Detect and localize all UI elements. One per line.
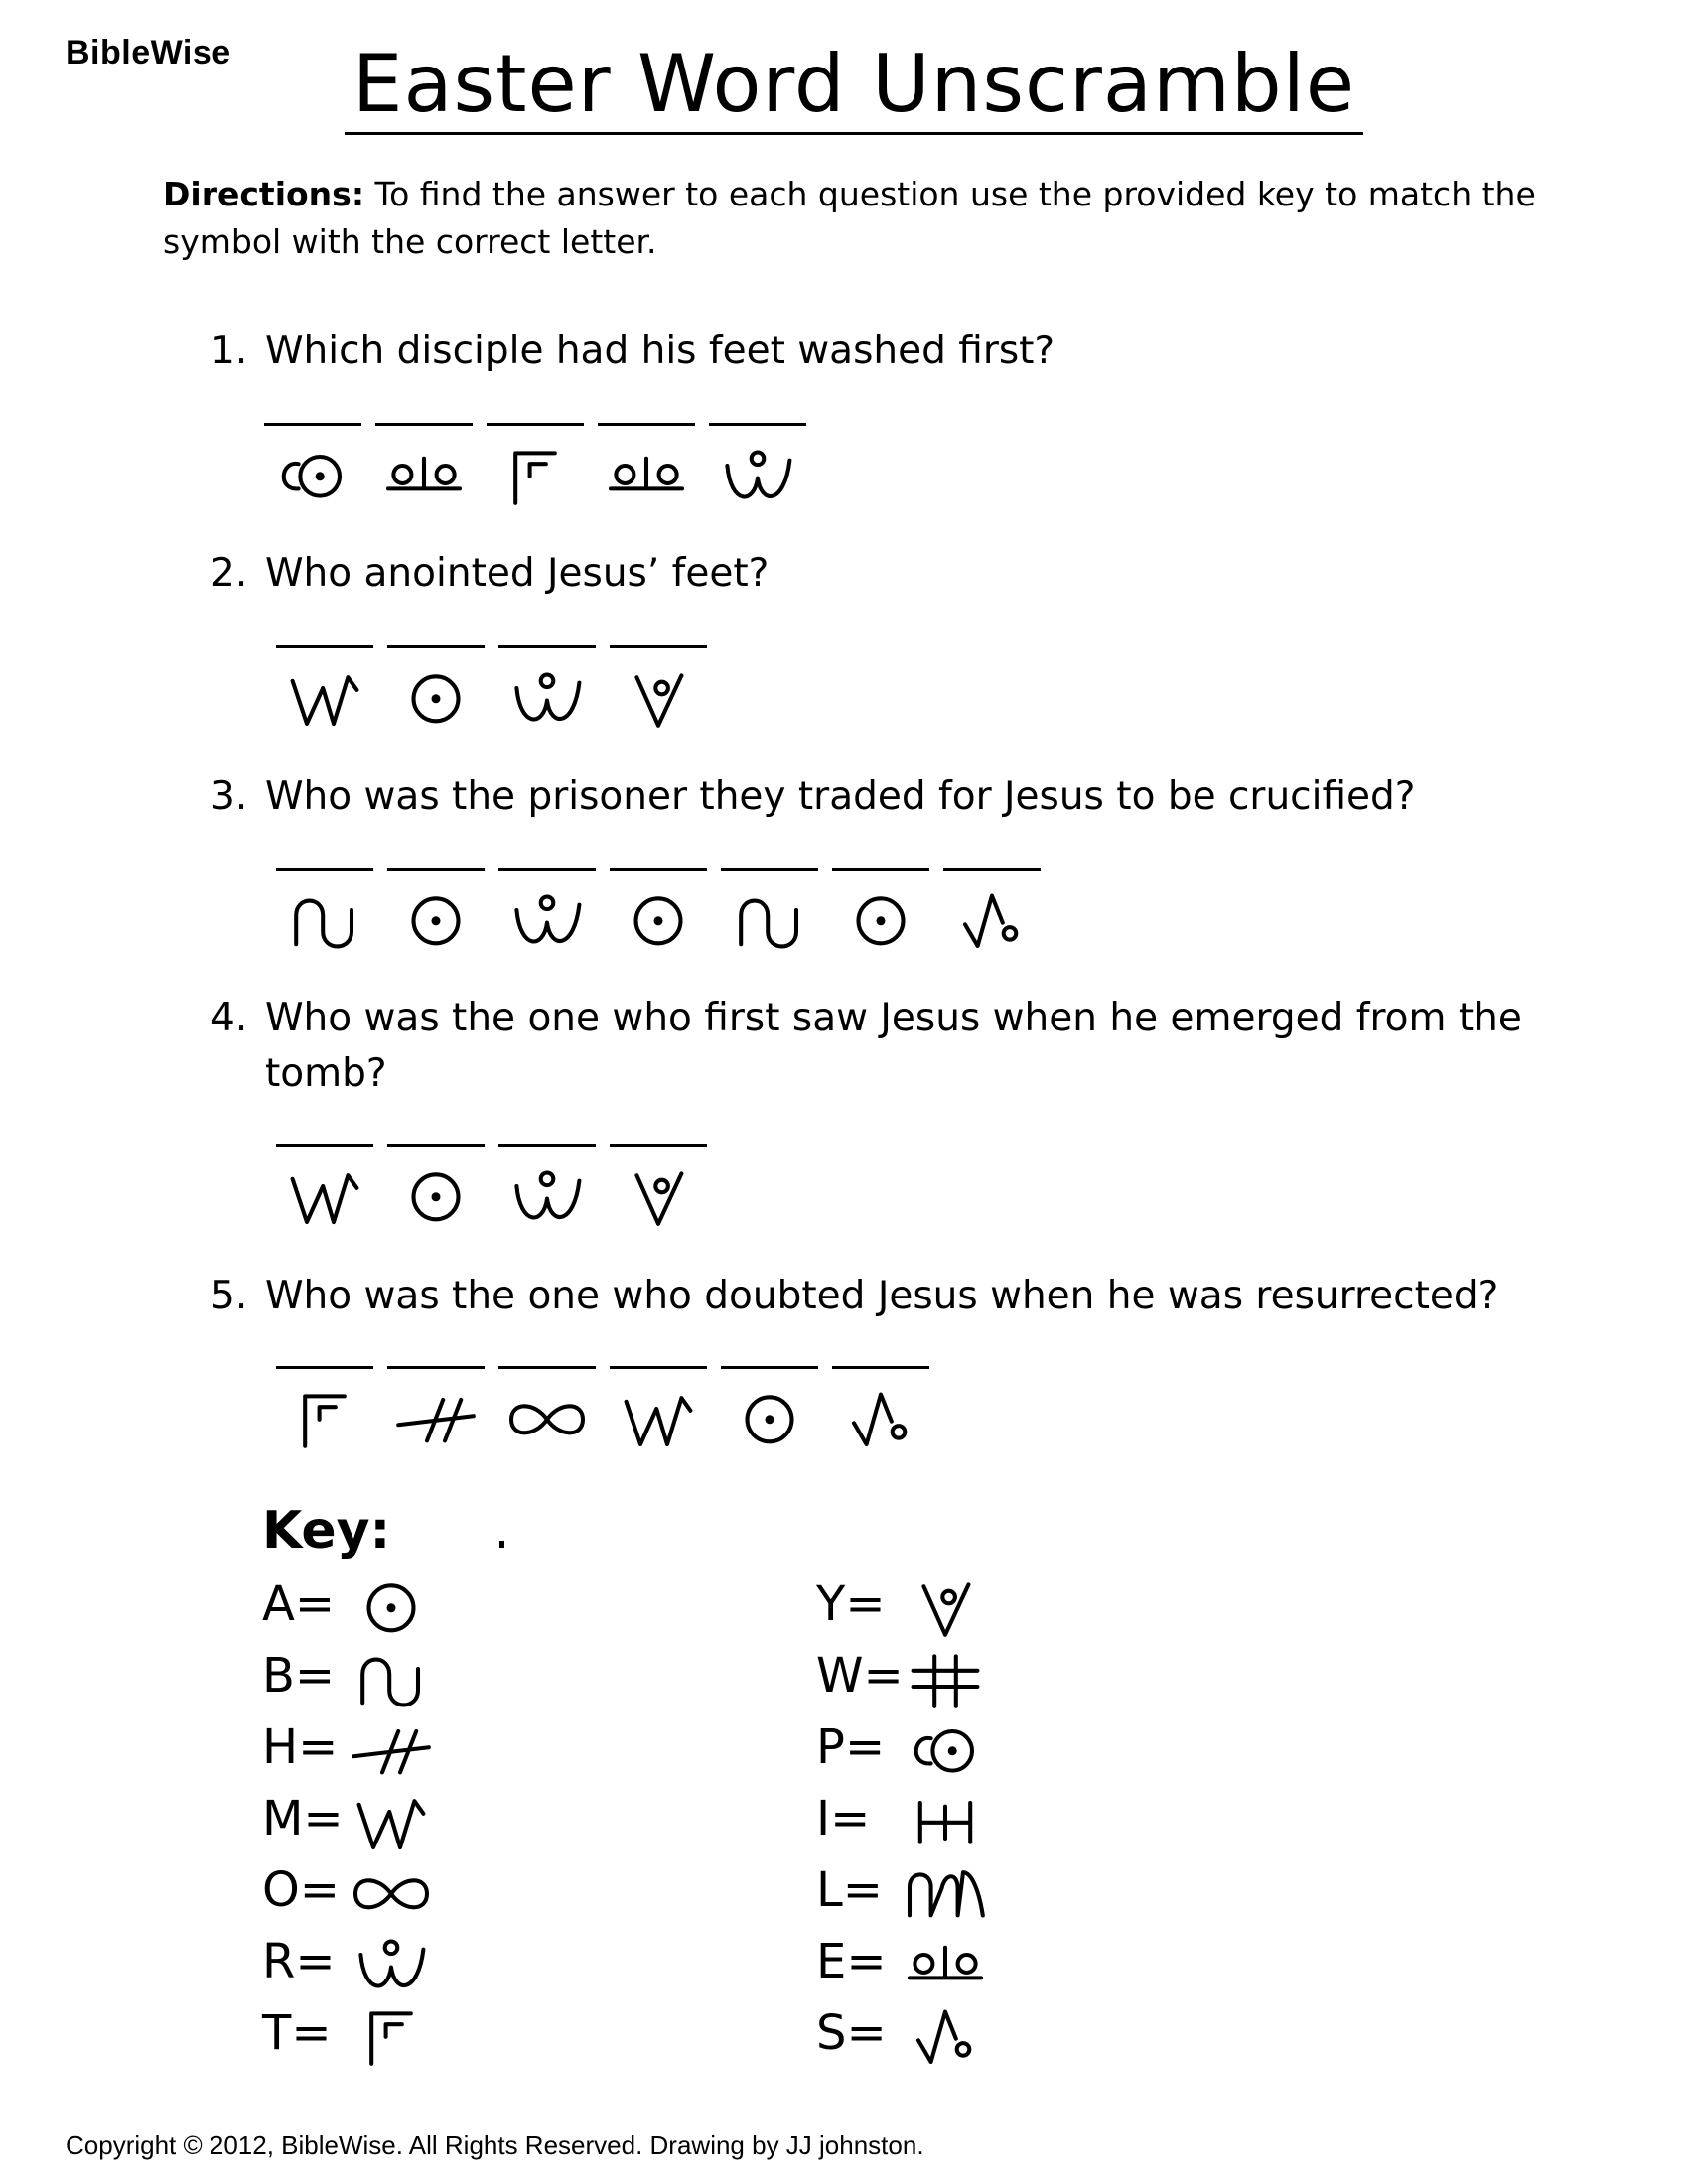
cipher-symbol-m-icon	[344, 1785, 439, 1856]
answer-blank	[610, 1144, 707, 1236]
directions	[163, 171, 1543, 266]
cipher-symbol-e-icon	[379, 438, 469, 511]
cipher-symbol-s-icon	[947, 883, 1037, 956]
answer-blank	[721, 1366, 818, 1458]
cipher-symbol-l-icon	[898, 1856, 993, 1928]
answer-blanks-4	[276, 1144, 721, 1243]
answer-blank	[276, 1366, 373, 1458]
question-number: 3.	[211, 774, 248, 819]
key-entry	[262, 1570, 461, 1640]
answer-blank	[832, 868, 929, 960]
key-entry	[262, 1928, 461, 1997]
cipher-symbol-m-icon	[614, 1381, 703, 1454]
question-text: Who was the one who doubted Jesus when he was resurrected?	[265, 1274, 1499, 1318]
answer-blank	[598, 423, 695, 515]
cipher-symbol-m-icon	[280, 1159, 369, 1232]
cipher-symbol-b-icon	[725, 883, 814, 956]
answer-blank	[387, 868, 485, 960]
key-entry	[816, 1570, 1015, 1640]
question-text-continued: tomb?	[265, 1051, 387, 1096]
cipher-symbol-a-icon	[391, 883, 481, 956]
answer-blank	[375, 423, 473, 515]
cipher-symbol-y-icon	[614, 1159, 703, 1232]
cipher-symbol-w-icon	[898, 1642, 993, 1713]
answer-blank	[387, 1144, 485, 1236]
answer-blank	[387, 645, 485, 738]
answer-blanks-3	[276, 868, 1055, 967]
cipher-symbol-r-icon	[713, 438, 802, 511]
question-3	[211, 769, 1415, 825]
copyright-footer: Copyright © 2012, BibleWise. All Rights Reserved. Drawing by JJ johnston.	[66, 2130, 924, 2160]
key-entry	[262, 1642, 461, 1711]
answer-blank	[709, 423, 806, 515]
cipher-symbol-a-icon	[391, 660, 481, 734]
key-letter-label: T=	[262, 2005, 332, 2061]
cipher-symbol-p-icon	[898, 1713, 993, 1785]
question-text: Which disciple had his feet washed first?	[265, 329, 1055, 373]
cipher-symbol-t-icon	[280, 1381, 369, 1454]
key-entry	[816, 1713, 1015, 1783]
question-number: 2.	[211, 551, 248, 596]
page-title-wrap	[0, 38, 1688, 135]
cipher-symbol-r-icon	[344, 1928, 439, 1999]
question-4	[211, 991, 1522, 1102]
question-number: 1.	[211, 329, 248, 373]
stray-mark	[499, 1541, 504, 1548]
cipher-symbol-s-icon	[836, 1381, 925, 1454]
answer-blank	[498, 1366, 596, 1458]
key-letter-label: R=	[262, 1934, 336, 1989]
question-2	[211, 546, 769, 602]
cipher-symbol-h-icon	[344, 1713, 439, 1785]
cipher-symbol-i-icon	[898, 1785, 993, 1856]
answer-blanks-5	[276, 1366, 943, 1465]
key-letter-label: Y=	[816, 1576, 886, 1632]
directions-label: Directions:	[163, 175, 365, 213]
answer-blanks-2	[276, 645, 721, 745]
cipher-symbol-t-icon	[344, 1999, 439, 2071]
answer-blank	[276, 868, 373, 960]
cipher-symbol-a-icon	[614, 883, 703, 956]
cipher-symbol-a-icon	[725, 1381, 814, 1454]
question-text: Who was the prisoner they traded for Jesus to be crucified?	[265, 774, 1416, 819]
answer-blank	[276, 645, 373, 738]
cipher-symbol-m-icon	[280, 660, 369, 734]
key-entry	[262, 1785, 461, 1854]
answer-blank	[721, 868, 818, 960]
key-letter-label: W=	[816, 1648, 904, 1704]
key-entry	[816, 1785, 1015, 1854]
key-letter-label: S=	[816, 2005, 887, 2061]
answer-blanks-1	[264, 423, 820, 522]
answer-blank	[387, 1366, 485, 1458]
cipher-symbol-a-icon	[344, 1570, 439, 1642]
key-letter-label: E=	[816, 1934, 887, 1989]
key-letter-label: M=	[262, 1791, 344, 1846]
question-number: 5.	[211, 1274, 248, 1318]
answer-blank	[943, 868, 1041, 960]
key-entry	[816, 1642, 1015, 1711]
key-letter-label: O=	[262, 1862, 340, 1918]
cipher-symbol-y-icon	[898, 1570, 993, 1642]
cipher-symbol-e-icon	[602, 438, 691, 511]
answer-blank	[498, 645, 596, 738]
answer-blank	[276, 1144, 373, 1236]
answer-blank	[610, 645, 707, 738]
cipher-symbol-p-icon	[268, 438, 357, 511]
question-text: Who anointed Jesus’ feet?	[265, 551, 770, 596]
cipher-symbol-a-icon	[391, 1159, 481, 1232]
key-entry	[816, 1999, 1015, 2069]
cipher-symbol-t-icon	[491, 438, 580, 511]
answer-blank	[832, 1366, 929, 1458]
answer-blank	[498, 1144, 596, 1236]
answer-blank	[610, 868, 707, 960]
directions-text: To find the answer to each question use the provided key to match the symbol with the correct letter.	[163, 175, 1536, 261]
key-entry	[262, 1999, 461, 2069]
cipher-symbol-r-icon	[502, 883, 592, 956]
cipher-symbol-y-icon	[614, 660, 703, 734]
cipher-symbol-o-icon	[344, 1856, 439, 1928]
question-number: 4.	[211, 996, 248, 1040]
key-letter-label: A=	[262, 1576, 336, 1632]
answer-blank	[487, 423, 584, 515]
key-letter-label: L=	[816, 1862, 883, 1918]
brand-name: BibleWise	[66, 34, 231, 71]
cipher-symbol-s-icon	[898, 1999, 993, 2071]
key-letter-label: I=	[816, 1791, 871, 1846]
answer-blank	[610, 1366, 707, 1458]
key-entry	[816, 1856, 1015, 1926]
cipher-symbol-a-icon	[836, 883, 925, 956]
page-title: Easter Word Unscramble	[345, 38, 1363, 135]
cipher-symbol-o-icon	[502, 1381, 592, 1454]
cipher-symbol-r-icon	[502, 660, 592, 734]
answer-blank	[264, 423, 361, 515]
question-1	[211, 324, 1055, 379]
key-entry	[262, 1713, 461, 1783]
key-letter-label: P=	[816, 1719, 886, 1775]
key-entry	[816, 1928, 1015, 1997]
cipher-symbol-e-icon	[898, 1928, 993, 1999]
cipher-symbol-r-icon	[502, 1159, 592, 1232]
key-letter-label: H=	[262, 1719, 339, 1775]
answer-blank	[498, 868, 596, 960]
cipher-symbol-b-icon	[344, 1642, 439, 1713]
cipher-symbol-h-icon	[391, 1381, 481, 1454]
key-entry	[262, 1856, 461, 1926]
key-title: Key:	[262, 1501, 391, 1561]
question-5	[211, 1269, 1498, 1324]
key-letter-label: B=	[262, 1648, 336, 1704]
question-text: Who was the one who first saw Jesus when he emerged from the	[265, 996, 1522, 1040]
cipher-symbol-b-icon	[280, 883, 369, 956]
